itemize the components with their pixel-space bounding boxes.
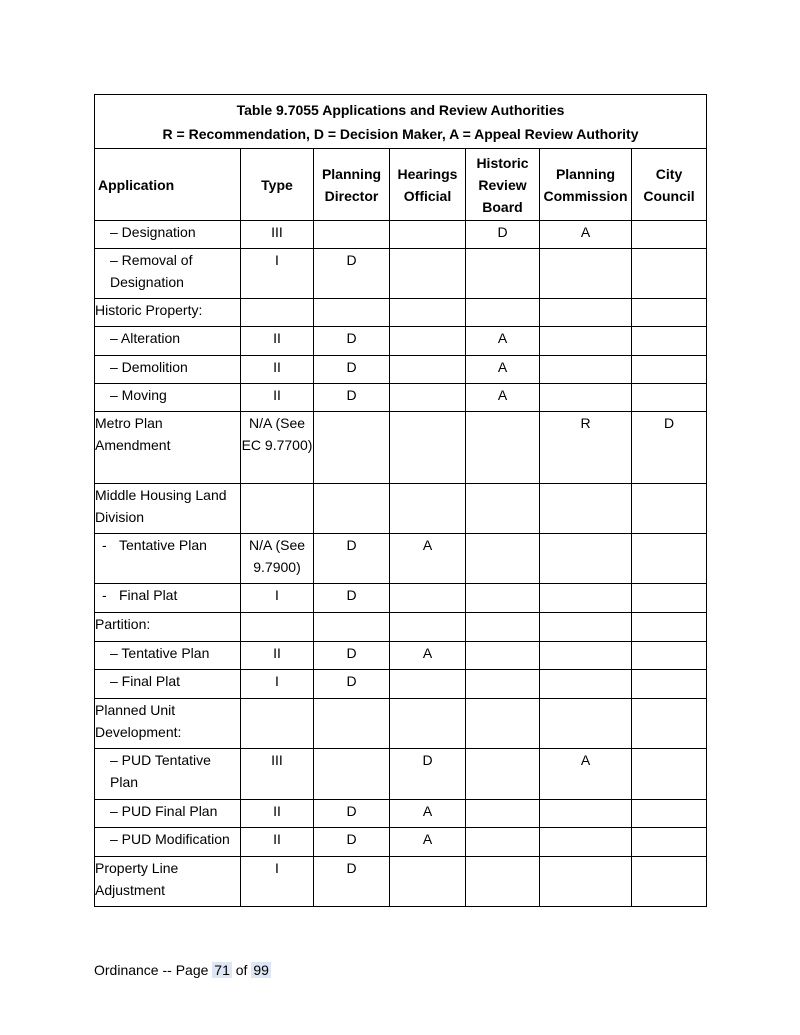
application-cell bbox=[95, 642, 241, 670]
footer-of: of bbox=[235, 962, 248, 978]
application-cell bbox=[95, 384, 241, 412]
planning-commission-cell: R bbox=[540, 412, 632, 484]
hearings-official-cell bbox=[390, 484, 466, 534]
historic-review-board-cell bbox=[466, 670, 540, 699]
application-label: Property Line Adjustment bbox=[95, 860, 179, 898]
application-cell bbox=[95, 534, 241, 584]
historic-review-board-cell bbox=[466, 584, 540, 613]
type-cell: II bbox=[241, 828, 314, 857]
table-row bbox=[95, 828, 707, 857]
application-label: – Designation bbox=[110, 224, 196, 240]
application-cell bbox=[95, 699, 241, 749]
type-cell bbox=[241, 299, 314, 327]
historic-review-board-cell bbox=[466, 828, 540, 857]
planning-commission-cell bbox=[540, 857, 632, 907]
table-row bbox=[95, 384, 707, 412]
type-cell: I bbox=[241, 584, 314, 613]
application-cell bbox=[95, 800, 241, 828]
planning-commission-cell bbox=[540, 642, 632, 670]
type-cell: II bbox=[241, 356, 314, 384]
col-header-historic-review-board: Historic Review Board bbox=[466, 149, 540, 221]
application-label: – PUD Tentative Plan bbox=[110, 752, 211, 790]
type-cell: I bbox=[241, 249, 314, 299]
city-council-cell bbox=[632, 299, 707, 327]
historic-review-board-cell: A bbox=[466, 327, 540, 356]
city-council-cell bbox=[632, 642, 707, 670]
application-label: – Tentative Plan bbox=[110, 645, 210, 661]
application-cell bbox=[95, 670, 241, 699]
col-header-hearings-official: Hearings Official bbox=[390, 149, 466, 221]
planning-commission-cell bbox=[540, 584, 632, 613]
planning-commission-cell bbox=[540, 249, 632, 299]
application-cell bbox=[95, 613, 241, 642]
planning-director-cell: D bbox=[314, 828, 390, 857]
type-cell bbox=[241, 613, 314, 642]
type-cell: II bbox=[241, 642, 314, 670]
hearings-official-cell bbox=[390, 327, 466, 356]
table-row bbox=[95, 484, 707, 534]
planning-commission-cell bbox=[540, 534, 632, 584]
type-cell: III bbox=[241, 749, 314, 800]
review-authorities-table bbox=[94, 94, 707, 907]
application-cell bbox=[95, 299, 241, 327]
col-header-application: Application bbox=[95, 149, 241, 221]
table-row bbox=[95, 670, 707, 699]
col-header-type: Type bbox=[241, 149, 314, 221]
city-council-cell bbox=[632, 800, 707, 828]
historic-review-board-cell bbox=[466, 484, 540, 534]
historic-review-board-cell bbox=[466, 249, 540, 299]
planning-director-cell: D bbox=[314, 327, 390, 356]
hearings-official-cell bbox=[390, 221, 466, 249]
city-council-cell bbox=[632, 356, 707, 384]
application-label: – PUD Final Plan bbox=[110, 803, 218, 819]
historic-review-board-cell: D bbox=[466, 221, 540, 249]
application-label: Partition: bbox=[95, 616, 151, 632]
table-row bbox=[95, 613, 707, 642]
page-total: 99 bbox=[253, 962, 269, 978]
table-row bbox=[95, 584, 707, 613]
bullet-dash: - bbox=[102, 587, 107, 603]
hearings-official-cell bbox=[390, 699, 466, 749]
application-label: – PUD Modification bbox=[110, 831, 230, 847]
table-row bbox=[95, 699, 707, 749]
historic-review-board-cell: A bbox=[466, 384, 540, 412]
historic-review-board-cell bbox=[466, 642, 540, 670]
planning-commission-cell bbox=[540, 356, 632, 384]
application-label: – Moving bbox=[110, 387, 167, 403]
application-label: – Removal of Designation bbox=[110, 252, 193, 290]
application-cell bbox=[95, 249, 241, 299]
planning-commission-cell bbox=[540, 327, 632, 356]
city-council-cell bbox=[632, 828, 707, 857]
planning-director-cell bbox=[314, 749, 390, 800]
table-row bbox=[95, 800, 707, 828]
col-header-planning-commission: Planning Commission bbox=[540, 149, 632, 221]
table-title: Table 9.7055 Applications and Review Authorities bbox=[236, 101, 565, 118]
application-cell bbox=[95, 857, 241, 907]
footer-prefix: Ordinance -- Page bbox=[94, 962, 209, 978]
historic-review-board-cell bbox=[466, 749, 540, 800]
hearings-official-cell bbox=[390, 670, 466, 699]
planning-director-cell: D bbox=[314, 534, 390, 584]
application-cell bbox=[95, 412, 241, 484]
type-cell bbox=[241, 699, 314, 749]
city-council-cell bbox=[632, 670, 707, 699]
application-cell bbox=[95, 584, 241, 613]
city-council-cell bbox=[632, 384, 707, 412]
planning-director-cell: D bbox=[314, 249, 390, 299]
planning-director-cell bbox=[314, 484, 390, 534]
application-label: Metro Plan Amendment bbox=[95, 415, 171, 453]
planning-commission-cell bbox=[540, 384, 632, 412]
table-caption bbox=[95, 95, 707, 149]
table-row bbox=[95, 642, 707, 670]
table-row bbox=[95, 221, 707, 249]
type-cell: N/A (See EC 9.7700) bbox=[241, 412, 314, 484]
city-council-cell bbox=[632, 584, 707, 613]
hearings-official-cell bbox=[390, 857, 466, 907]
type-cell: II bbox=[241, 800, 314, 828]
table-body bbox=[95, 221, 707, 907]
type-cell: N/A (See 9.7900) bbox=[241, 534, 314, 584]
historic-review-board-cell bbox=[466, 412, 540, 484]
city-council-cell bbox=[632, 221, 707, 249]
hearings-official-cell bbox=[390, 412, 466, 484]
city-council-cell bbox=[632, 484, 707, 534]
table-row bbox=[95, 749, 707, 800]
header-row bbox=[95, 149, 707, 221]
planning-director-cell bbox=[314, 299, 390, 327]
planning-director-cell bbox=[314, 412, 390, 484]
application-cell bbox=[95, 749, 241, 800]
application-label: Historic Property: bbox=[95, 302, 203, 318]
city-council-cell bbox=[632, 857, 707, 907]
hearings-official-cell bbox=[390, 613, 466, 642]
planning-director-cell bbox=[314, 699, 390, 749]
hearings-official-cell bbox=[390, 249, 466, 299]
application-label: – Demolition bbox=[110, 359, 188, 375]
type-cell: II bbox=[241, 327, 314, 356]
application-label: Middle Housing Land Division bbox=[95, 487, 227, 525]
historic-review-board-cell bbox=[466, 613, 540, 642]
city-council-cell: D bbox=[632, 412, 707, 484]
planning-director-cell: D bbox=[314, 642, 390, 670]
hearings-official-cell bbox=[390, 299, 466, 327]
city-council-cell bbox=[632, 613, 707, 642]
table-row bbox=[95, 356, 707, 384]
page-number: 71 bbox=[214, 962, 230, 978]
col-header-planning-director: Planning Director bbox=[314, 149, 390, 221]
planning-commission-cell: A bbox=[540, 221, 632, 249]
table-row bbox=[95, 249, 707, 299]
hearings-official-cell bbox=[390, 384, 466, 412]
planning-director-cell: D bbox=[314, 857, 390, 907]
historic-review-board-cell: A bbox=[466, 356, 540, 384]
application-cell bbox=[95, 828, 241, 857]
hearings-official-cell bbox=[390, 356, 466, 384]
bullet-dash: - bbox=[102, 537, 107, 553]
col-header-city-council: City Council bbox=[632, 149, 707, 221]
application-cell bbox=[95, 484, 241, 534]
application-label: Planned Unit Development: bbox=[95, 702, 182, 740]
hearings-official-cell: A bbox=[390, 828, 466, 857]
historic-review-board-cell bbox=[466, 857, 540, 907]
hearings-official-cell: D bbox=[390, 749, 466, 800]
type-cell: I bbox=[241, 670, 314, 699]
planning-director-cell: D bbox=[314, 384, 390, 412]
table-row bbox=[95, 327, 707, 356]
city-council-cell bbox=[632, 534, 707, 584]
planning-commission-cell bbox=[540, 699, 632, 749]
planning-director-cell bbox=[314, 613, 390, 642]
city-council-cell bbox=[632, 249, 707, 299]
planning-commission-cell bbox=[540, 484, 632, 534]
planning-commission-cell bbox=[540, 800, 632, 828]
application-cell bbox=[95, 356, 241, 384]
table-row bbox=[95, 857, 707, 907]
planning-commission-cell bbox=[540, 613, 632, 642]
historic-review-board-cell bbox=[466, 534, 540, 584]
application-label: – Final Plat bbox=[110, 673, 181, 689]
historic-review-board-cell bbox=[466, 800, 540, 828]
planning-commission-cell bbox=[540, 299, 632, 327]
planning-director-cell bbox=[314, 221, 390, 249]
application-label: Tentative Plan bbox=[119, 537, 207, 553]
application-cell bbox=[95, 221, 241, 249]
planning-director-cell: D bbox=[314, 670, 390, 699]
application-cell bbox=[95, 327, 241, 356]
city-council-cell bbox=[632, 699, 707, 749]
table-row bbox=[95, 412, 707, 484]
historic-review-board-cell bbox=[466, 699, 540, 749]
planning-commission-cell: A bbox=[540, 749, 632, 800]
planning-commission-cell bbox=[540, 670, 632, 699]
application-label: Final Plat bbox=[119, 587, 178, 603]
planning-director-cell: D bbox=[314, 584, 390, 613]
city-council-cell bbox=[632, 749, 707, 800]
planning-director-cell: D bbox=[314, 356, 390, 384]
hearings-official-cell: A bbox=[390, 534, 466, 584]
application-label: – Alteration bbox=[110, 330, 181, 346]
hearings-official-cell: A bbox=[390, 642, 466, 670]
city-council-cell bbox=[632, 327, 707, 356]
type-cell: II bbox=[241, 384, 314, 412]
hearings-official-cell bbox=[390, 584, 466, 613]
table-row bbox=[95, 299, 707, 327]
type-cell bbox=[241, 484, 314, 534]
hearings-official-cell: A bbox=[390, 800, 466, 828]
table-legend: R = Recommendation, D = Decision Maker, A = Appeal Review Authority bbox=[162, 125, 639, 142]
planning-commission-cell bbox=[540, 828, 632, 857]
historic-review-board-cell bbox=[466, 299, 540, 327]
planning-director-cell: D bbox=[314, 800, 390, 828]
type-cell: I bbox=[241, 857, 314, 907]
type-cell: III bbox=[241, 221, 314, 249]
table-row bbox=[95, 534, 707, 584]
page-footer bbox=[94, 962, 271, 978]
